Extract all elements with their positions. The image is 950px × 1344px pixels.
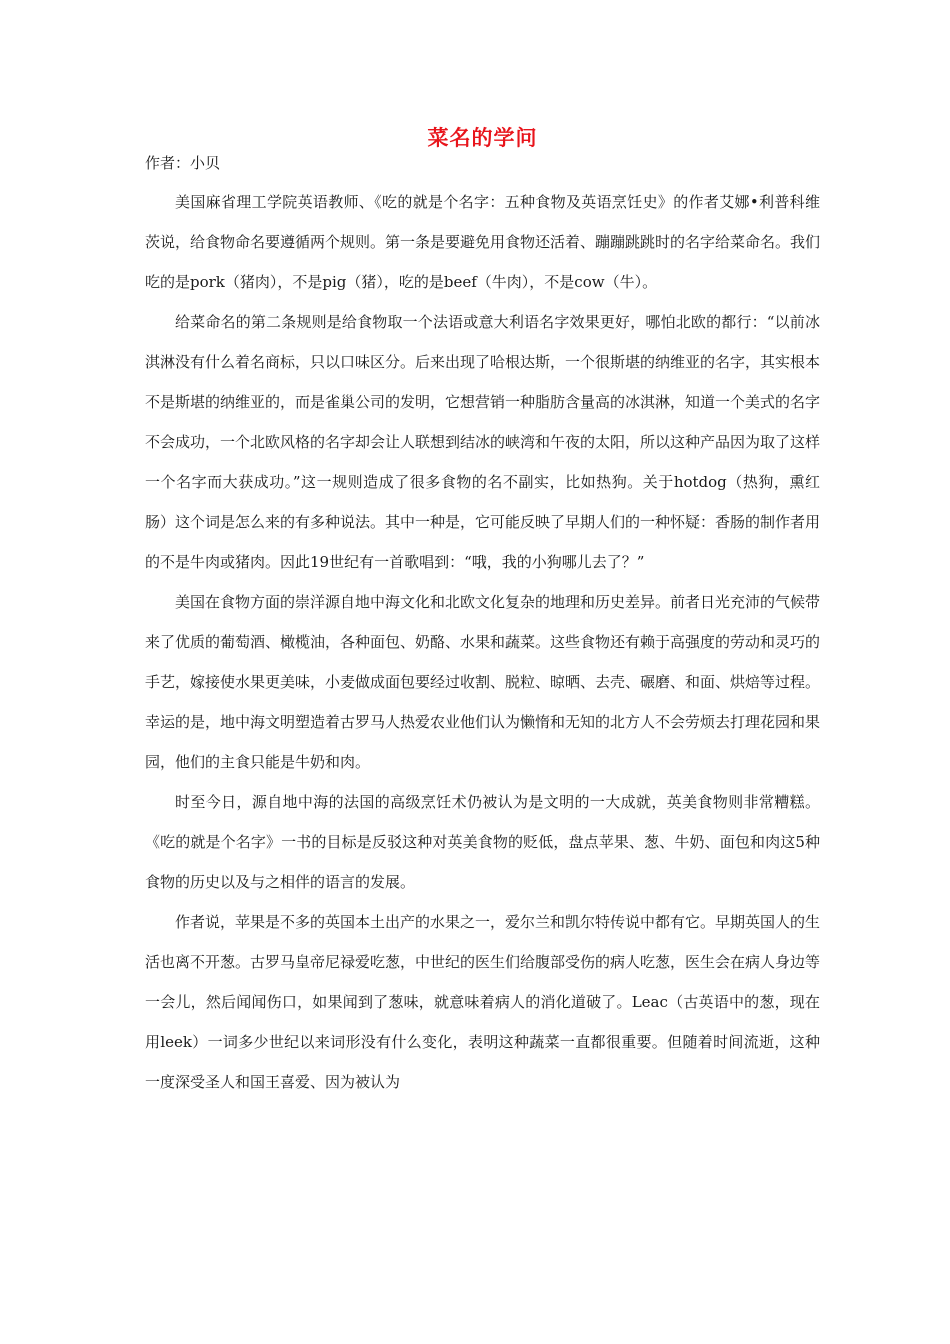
paragraph-4: 时至今日，源自地中海的法国的高级烹饪术仍被认为是文明的一大成就，英美食物则非常糟糕。《吃的就是个名字》一书的目标是反驳这种对英美食物的贬低，盘点苹果、葱、牛奶、面包和肉这5种食物的历史以及与之相伴的语言的发展。 [145,793,820,891]
article-title: 菜名的学问 [427,126,538,150]
paragraph-2: 给菜命名的第二条规则是给食物取一个法语或意大利语名字效果更好，哪怕北欧的都行：“以前冰淇淋没有什么着名商标，只以口味区分。后来出现了哈根达斯，一个很斯堪的纳维亚的名字，其实根本不是斯堪的纳维亚的，而是雀巢公司的发明，它想营销一种脂肪含量高的冰淇淋，知道一个美式的名字不会成功，一个北欧风格的名字却会让人联想到结冰的峡湾和午夜的太阳，所以这种产品因为取了这样一个名字而大获成功。”这一规则造成了很多食物的名不副实，比如热狗。关于hotdog（热狗，熏红肠）这个词是怎么来的有多种说法。其中一种是，它可能反映了早期人们的一种怀疑：香肠的制作者用的不是牛肉或猪肉。因此19世纪有一首歌唱到：“哦，我的小狗哪儿去了？” [145,313,821,571]
paragraph-1: 美国麻省理工学院英语教师、《吃的就是个名字：五种食物及英语烹饪史》的作者艾娜•利普科维茨说，给食物命名要遵循两个规则。第一条是要避免用食物还活着、蹦蹦跳跳时的名字给菜命名。我们吃的是pork（猪肉），不是pig（猪），吃的是beef（牛肉），不是cow（牛）。 [145,193,821,291]
paragraph-5: 作者说，苹果是不多的英国本土出产的水果之一，爱尔兰和凯尔特传说中都有它。早期英国人的生活也离不开葱。古罗马皇帝尼禄爱吃葱，中世纪的医生们给腹部受伤的病人吃葱，医生会在病人身边等一会儿，然后闻闻伤口，如果闻到了葱味，就意味着病人的消化道破了。Leac（古英语中的葱，现在用leek）一词多少世纪以来词形没有什么变化，表明这种蔬菜一直都很重要。但随着时间流逝，这种一度深受圣人和国王喜爱、因为被认为 [145,913,821,1091]
author-line: 作者：小贝 [145,154,221,172]
paragraph-3: 美国在食物方面的崇洋源自地中海文化和北欧文化复杂的地理和历史差异。前者日光充沛的气候带来了优质的葡萄酒、橄榄油，各种面包、奶酪、水果和蔬菜。这些食物还有赖于高强度的劳动和灵巧的手艺，嫁接使水果更美味，小麦做成面包要经过收割、脱粒、晾晒、去壳、碾磨、和面、烘焙等过程。幸运的是，地中海文明塑造着古罗马人热爱农业他们认为懒惰和无知的北方人不会劳烦去打理花园和果园，他们的主食只能是牛奶和肉。 [145,593,821,771]
article-body [145,118,820,1102]
